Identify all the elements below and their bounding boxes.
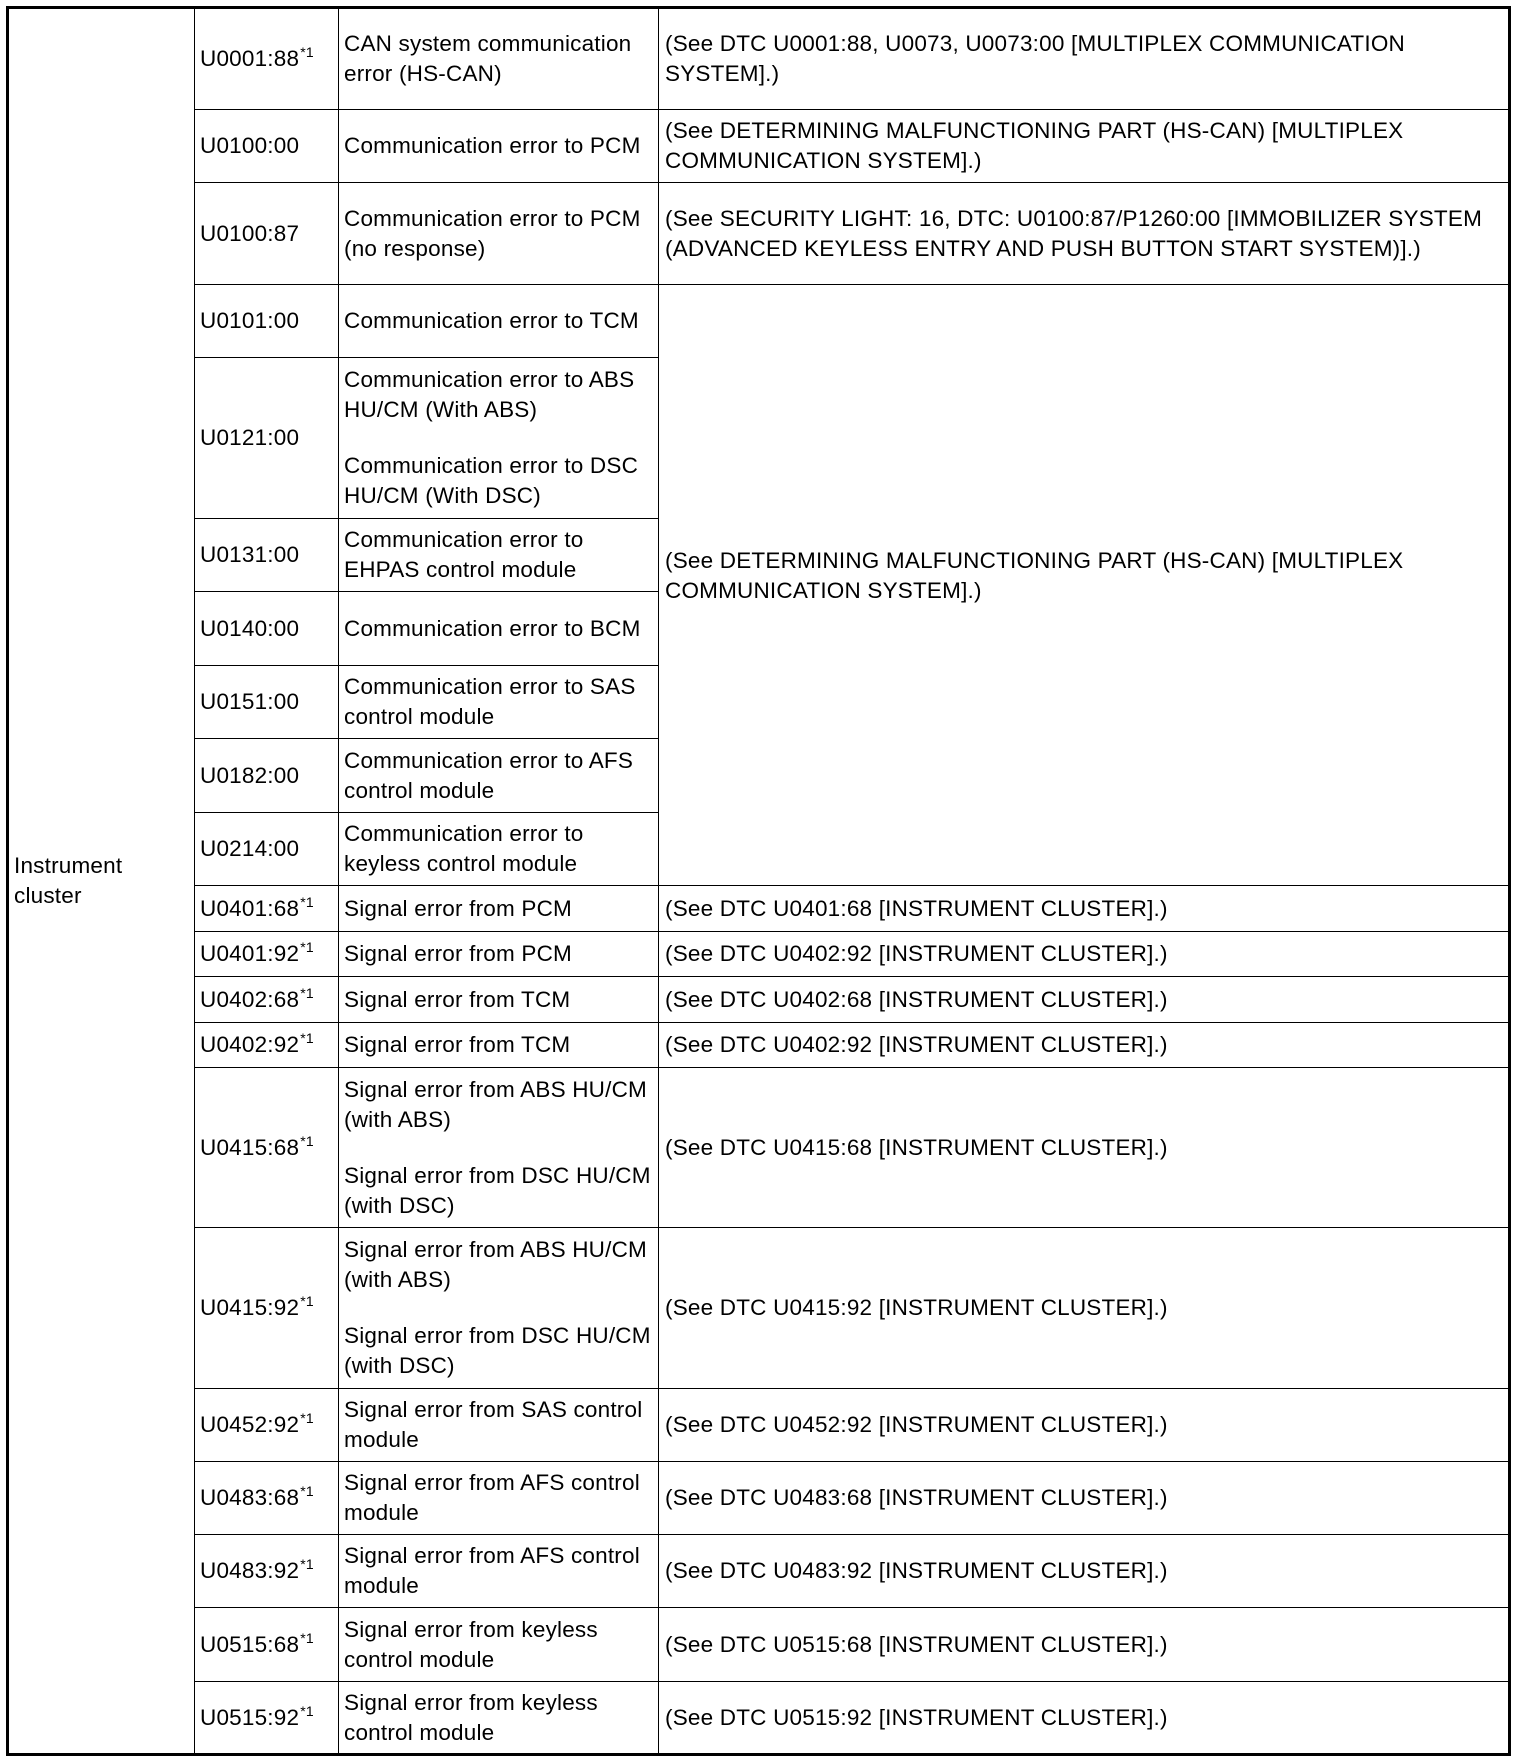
dtc-code-cell bbox=[195, 886, 339, 932]
reference-cell: (See DTC U0415:68 [INSTRUMENT CLUSTER].) bbox=[659, 1068, 1510, 1228]
table-row bbox=[8, 1023, 1510, 1068]
dtc-code: U0402:92 bbox=[200, 1032, 300, 1057]
dtc-code: U0140:00 bbox=[200, 615, 300, 641]
footnote-marker: *1 bbox=[300, 984, 314, 1001]
reference-cell: (See DTC U0483:68 [INSTRUMENT CLUSTER].) bbox=[659, 1462, 1510, 1535]
description-cell bbox=[339, 1068, 659, 1228]
description-cell bbox=[339, 666, 659, 739]
reference-cell: (See DETERMINING MALFUNCTIONING PART (HS-CAN) [MULTIPLEX COMMUNICATION SYSTEM].) bbox=[659, 110, 1510, 183]
description-cell bbox=[339, 110, 659, 183]
dtc-code-cell bbox=[195, 977, 339, 1023]
description-text: Signal error from keyless control module bbox=[344, 1616, 598, 1672]
description-cell bbox=[339, 1389, 659, 1462]
description-text: Communication error to ABS HU/CM (With ABS) bbox=[344, 367, 635, 422]
shared-reference-cell bbox=[659, 285, 1510, 886]
reference-text: (See DETERMINING MALFUNCTIONING PART (HS-CAN) [MULTIPLEX COMMUNICATION SYSTEM].) bbox=[665, 548, 1404, 603]
description-cell bbox=[339, 1682, 659, 1755]
table-row bbox=[8, 977, 1510, 1023]
description-text: Communication error to PCM (no response) bbox=[344, 205, 641, 261]
dtc-code-cell bbox=[195, 1228, 339, 1389]
footnote-marker: *1 bbox=[300, 44, 314, 60]
dtc-code: U0001:88 bbox=[200, 46, 300, 71]
description-text: Signal error from ABS HU/CM (with ABS) bbox=[344, 1076, 647, 1132]
dtc-code: U0151:00 bbox=[200, 689, 300, 714]
description-text: Signal error from AFS control module bbox=[344, 1470, 640, 1525]
footnote-marker: *1 bbox=[300, 1132, 314, 1149]
dtc-code-cell bbox=[195, 666, 339, 739]
reference-cell: (See DTC U0452:92 [INSTRUMENT CLUSTER].) bbox=[659, 1389, 1510, 1462]
description-text: Communication error to TCM bbox=[344, 308, 639, 333]
table-row bbox=[8, 1535, 1510, 1608]
description-cell bbox=[339, 932, 659, 977]
description-text: Communication error to EHPAS control module bbox=[344, 527, 584, 582]
table-row bbox=[8, 1682, 1510, 1755]
dtc-code: U0401:92 bbox=[200, 941, 300, 966]
reference-cell: (See DTC U0401:68 [INSTRUMENT CLUSTER].) bbox=[659, 886, 1510, 932]
dtc-code: U0100:87 bbox=[200, 220, 300, 246]
dtc-code-cell bbox=[195, 1608, 339, 1682]
description-cell bbox=[339, 183, 659, 285]
dtc-code: U0401:68 bbox=[200, 895, 300, 921]
dtc-code-cell bbox=[195, 1682, 339, 1755]
description-cell bbox=[339, 358, 659, 519]
footnote-marker: *1 bbox=[300, 939, 314, 955]
description-cell bbox=[339, 285, 659, 358]
footnote-marker: *1 bbox=[300, 1410, 314, 1426]
table-row bbox=[8, 285, 1510, 358]
footnote-marker: *1 bbox=[300, 1293, 314, 1309]
table-row bbox=[8, 1462, 1510, 1535]
dtc-code: U0131:00 bbox=[200, 542, 300, 567]
table-row bbox=[8, 1068, 1510, 1228]
description-cell bbox=[339, 592, 659, 666]
footnote-marker: *1 bbox=[300, 893, 314, 910]
reference-cell: (See SECURITY LIGHT: 16, DTC: U0100:87/P1260:00 [IMMOBILIZER SYSTEM (ADVANCED KEYLESS ENTRY AND PUSH BUTTON START SYSTEM)].) bbox=[659, 183, 1510, 285]
description-text: Signal error from SAS control module bbox=[344, 1397, 643, 1452]
table-row bbox=[8, 1228, 1510, 1389]
description-text: Communication error to SAS control module bbox=[344, 674, 636, 729]
dtc-code: U0182:00 bbox=[200, 762, 300, 788]
table-row bbox=[8, 110, 1510, 183]
description-text: Signal error from keyless control module bbox=[344, 1689, 598, 1745]
table-row bbox=[8, 886, 1510, 932]
dtc-code: U0214:00 bbox=[200, 836, 300, 861]
description-text: Signal error from DSC HU/CM (with DSC) bbox=[344, 1162, 651, 1218]
dtc-table-body bbox=[8, 8, 1510, 1755]
description-text: Signal error from TCM bbox=[344, 986, 571, 1012]
table-row bbox=[8, 1608, 1510, 1682]
description-text: Communication error to BCM bbox=[344, 615, 641, 641]
dtc-code: U0515:92 bbox=[200, 1704, 300, 1730]
dtc-code-cell bbox=[195, 1535, 339, 1608]
reference-cell: (See DTC U0515:92 [INSTRUMENT CLUSTER].) bbox=[659, 1682, 1510, 1755]
description-text: Communication error to AFS control module bbox=[344, 747, 634, 803]
description-cell bbox=[339, 519, 659, 592]
table-row bbox=[8, 932, 1510, 977]
dtc-code: U0483:92 bbox=[200, 1558, 300, 1583]
dtc-table bbox=[6, 6, 1511, 1756]
footnote-marker: *1 bbox=[300, 1483, 314, 1499]
description-cell bbox=[339, 739, 659, 813]
dtc-code-cell bbox=[195, 1389, 339, 1462]
dtc-code-cell bbox=[195, 592, 339, 666]
dtc-code-cell bbox=[195, 932, 339, 977]
dtc-code: U0452:92 bbox=[200, 1412, 300, 1437]
dtc-code-cell bbox=[195, 1023, 339, 1068]
reference-cell: (See DTC U0402:68 [INSTRUMENT CLUSTER].) bbox=[659, 977, 1510, 1023]
description-text: Signal error from ABS HU/CM (with ABS) bbox=[344, 1237, 647, 1292]
description-text: Signal error from DSC HU/CM (with DSC) bbox=[344, 1323, 651, 1378]
dtc-code: U0415:92 bbox=[200, 1295, 300, 1320]
description-text: Communication error to keyless control module bbox=[344, 821, 584, 876]
description-text: Signal error from PCM bbox=[344, 941, 573, 966]
description-cell bbox=[339, 1228, 659, 1389]
description-text: Signal error from TCM bbox=[344, 1032, 571, 1057]
dtc-code-cell bbox=[195, 739, 339, 813]
reference-cell: (See DTC U0515:68 [INSTRUMENT CLUSTER].) bbox=[659, 1608, 1510, 1682]
dtc-code-cell bbox=[195, 285, 339, 358]
description-cell bbox=[339, 886, 659, 932]
reference-cell: (See DTC U0402:92 [INSTRUMENT CLUSTER].) bbox=[659, 932, 1510, 977]
dtc-code: U0483:68 bbox=[200, 1485, 300, 1510]
dtc-code: U0101:00 bbox=[200, 308, 300, 333]
description-text: Signal error from AFS control module bbox=[344, 1543, 640, 1598]
description-text: Communication error to DSC HU/CM (With DSC) bbox=[344, 453, 639, 508]
description-cell bbox=[339, 813, 659, 886]
table-row bbox=[8, 1389, 1510, 1462]
dtc-code: U0415:68 bbox=[200, 1134, 300, 1160]
table-row bbox=[8, 183, 1510, 285]
dtc-code-cell bbox=[195, 519, 339, 592]
dtc-code-cell bbox=[195, 1068, 339, 1228]
description-cell bbox=[339, 977, 659, 1023]
description-cell bbox=[339, 1535, 659, 1608]
description-cell bbox=[339, 1462, 659, 1535]
footnote-marker: *1 bbox=[300, 1556, 314, 1572]
dtc-code-cell bbox=[195, 358, 339, 519]
description-cell bbox=[339, 8, 659, 110]
module-cell: Instrument cluster bbox=[8, 8, 195, 1755]
description-text: CAN system communication error (HS-CAN) bbox=[344, 31, 632, 86]
reference-cell: (See DTC U0415:92 [INSTRUMENT CLUSTER].) bbox=[659, 1228, 1510, 1389]
footnote-marker: *1 bbox=[300, 1629, 314, 1646]
dtc-code-cell bbox=[195, 813, 339, 886]
description-cell bbox=[339, 1023, 659, 1068]
dtc-code-cell bbox=[195, 183, 339, 285]
dtc-code-cell bbox=[195, 110, 339, 183]
dtc-code-cell bbox=[195, 1462, 339, 1535]
description-cell bbox=[339, 1608, 659, 1682]
reference-cell: (See DTC U0402:92 [INSTRUMENT CLUSTER].) bbox=[659, 1023, 1510, 1068]
reference-cell: (See DTC U0001:88, U0073, U0073:00 [MULTIPLEX COMMUNICATION SYSTEM].) bbox=[659, 8, 1510, 110]
dtc-code: U0402:68 bbox=[200, 986, 300, 1012]
footnote-marker: *1 bbox=[300, 1702, 314, 1719]
reference-cell: (See DTC U0483:92 [INSTRUMENT CLUSTER].) bbox=[659, 1535, 1510, 1608]
description-text: Signal error from PCM bbox=[344, 895, 573, 921]
dtc-code: U0121:00 bbox=[200, 425, 300, 450]
dtc-code: U0100:00 bbox=[200, 133, 300, 158]
footnote-marker: *1 bbox=[300, 1030, 314, 1046]
dtc-code-cell bbox=[195, 8, 339, 110]
description-text: Communication error to PCM bbox=[344, 133, 641, 158]
dtc-code: U0515:68 bbox=[200, 1631, 300, 1657]
table-row bbox=[8, 8, 1510, 110]
